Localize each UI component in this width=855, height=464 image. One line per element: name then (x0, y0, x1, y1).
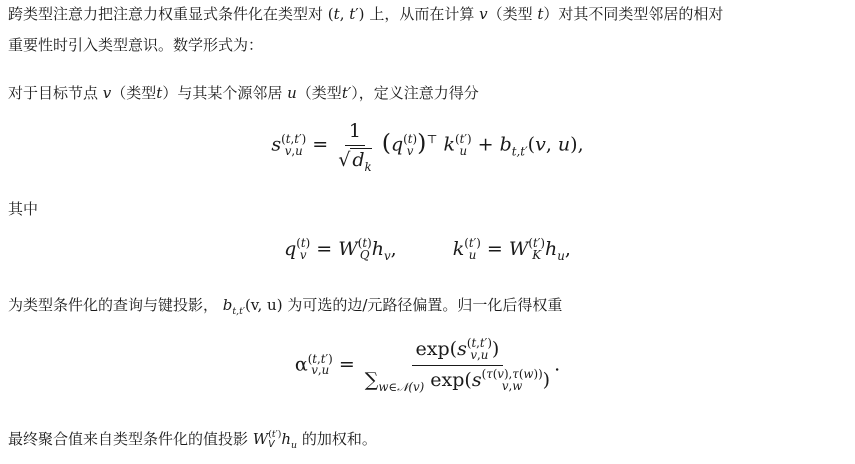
intro-paragraph-line-1: 跨类型注意力把注意力权重显式条件化在类型对 (t, t′) 上，从而在计算 v（类型 t）对其不同类型邻居的相对 (8, 5, 724, 23)
intro-paragraph-line-2: 重要性时引入类型意识。数学形式为： (8, 36, 264, 54)
attention-score-equation: s (t,t′) v,u = $\frac{1}{√ d_k}$ (q (t) v )⊤ k (t′) u + $b_{t,t'}(v$, u), (271, 120, 584, 174)
aggregation-sentence: 最终聚合值来自类型条件化的值投影 W (t′) V $h_u$ 的加权和。 (8, 429, 377, 451)
type-pair-math: (t, t′) (327, 5, 365, 23)
projection-explanation: 为类型条件化的查询与键投影， $b_{t,t'}(v$, u) 为可选的边/元路径偏置。归一化后得权重 (8, 296, 563, 317)
scale-fraction: $\frac{1}{√ d_k}$ (338, 120, 372, 174)
projection-equations: q (t) v = W (t) Q $h_v$, k (t′) u = W (t′) K $h_u$, (284, 236, 571, 263)
softmax-fraction: exp(s (t,t′) v,u ) $\sum_{w\in 𝒩(v)}$ exp(s (τ(v),τ(w)) v,w ) (364, 336, 551, 394)
definition-paragraph: 对于目标节点 v（类型t）与其某个源邻居 u（类型t′），定义注意力得分 (8, 84, 479, 102)
where-label: 其中 (8, 200, 39, 218)
softmax-weight-equation: α (t,t′) v,u = exp(s (t,t′) v,u ) $\sum_{w\in 𝒩(v)}$ exp(s (τ(v),τ(w)) v,w ) . (294, 336, 561, 394)
